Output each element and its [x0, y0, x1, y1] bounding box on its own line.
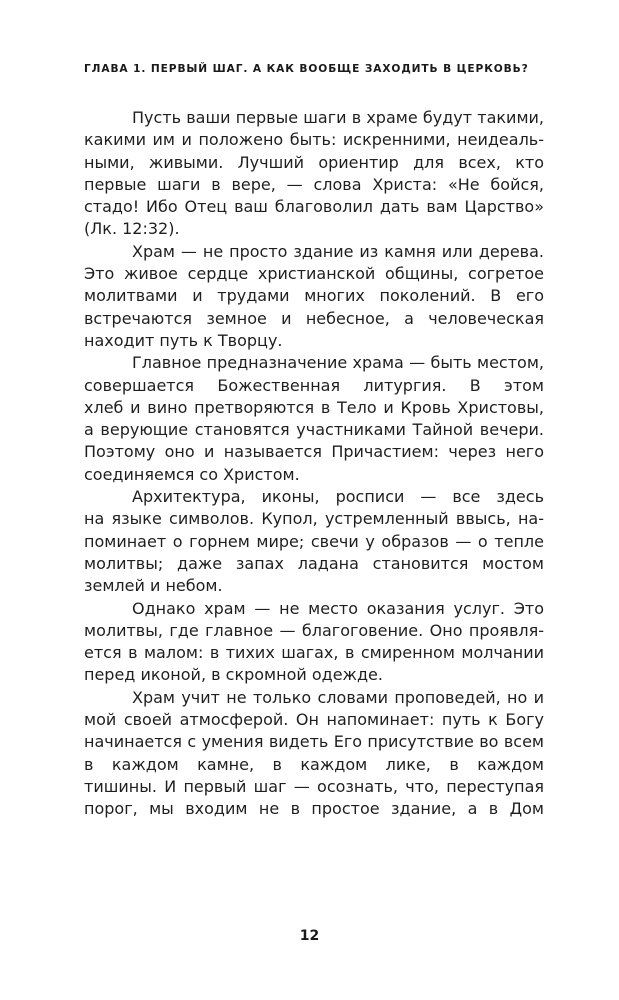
- text-line: какими им и положено быть: искренними, неидеаль-: [84, 130, 544, 150]
- text-line: молитвами и трудами многих поколений. В его: [84, 286, 544, 306]
- text-line: Храм учит не только словами проповедей, но и: [132, 687, 544, 707]
- page-number: 12: [299, 928, 320, 944]
- text-line: Главное предназначение храма — быть местом,: [132, 353, 544, 373]
- text-line: (Лк. 12:32).: [84, 219, 180, 239]
- text-line: находит путь к Творцу.: [84, 330, 283, 350]
- text-line: перед иконой, в скромной одежде.: [84, 665, 383, 685]
- text-line: землей и небом.: [84, 576, 223, 596]
- text-line: стадо! Ибо Отец ваш благоволил дать вам Царство»: [84, 197, 544, 217]
- text-line: молитвы; даже запах ладана становится мостом: [84, 553, 544, 573]
- text-line: совершается Божественная литургия. В этом: [84, 375, 544, 395]
- text-line: порог, мы входим не в простое здание, а в Дом: [84, 799, 544, 819]
- text-line: ными, живыми. Лучший ориентир для всех, кто: [84, 152, 544, 172]
- text-line: соединяемся со Христом.: [84, 464, 300, 484]
- body-text: [84, 107, 544, 821]
- paragraph: [84, 687, 544, 821]
- paragraph: [84, 241, 544, 352]
- paragraph: [84, 352, 544, 486]
- text-line: начинается с умения видеть Его присутствие во всем: [84, 732, 544, 752]
- text-line: ется в малом: в тихих шагах, в смиренном молчании: [84, 643, 544, 663]
- text-line: Поэтому оно и называется Причастием: через него: [84, 442, 544, 462]
- paragraph: [84, 107, 544, 241]
- text-line: на языке символов. Купол, устремленный ввысь, на-: [84, 509, 544, 529]
- text-line: Архитектура, иконы, росписи — все здесь: [132, 487, 544, 507]
- text-line: поминает о горнем мире; свечи у образов — о тепле: [84, 531, 544, 551]
- text-line: встречаются земное и небесное, а человеческая: [84, 308, 544, 328]
- paragraph: [84, 598, 544, 687]
- text-line: первые шаги в вере, — слова Христа: «Не бойся,: [84, 174, 544, 194]
- running-header: ГЛАВА 1. ПЕРВЫЙ ШАГ. А КАК ВООБЩЕ ЗАХОДИТЬ В ЦЕРКОВЬ?: [84, 63, 529, 75]
- text-line: мой своей атмосферой. Он напоминает: путь к Богу: [84, 710, 544, 730]
- text-line: Это живое сердце христианской общины, согретое: [84, 264, 544, 284]
- paragraph: [84, 486, 544, 597]
- text-line: Пусть ваши первые шаги в храме будут такими,: [132, 108, 544, 127]
- text-line: молитвы, где главное — благоговение. Оно проявля-: [84, 620, 544, 640]
- text-line: Храм — не просто здание из камня или дерева.: [132, 241, 544, 261]
- text-line: Однако храм — не место оказания услуг. Это: [132, 598, 544, 618]
- text-line: а верующие становятся участниками Тайной вечери.: [84, 420, 544, 440]
- text-line: тишины. И первый шаг — осознать, что, переступая: [84, 776, 544, 796]
- text-line: хлеб и вино претворяются в Тело и Кровь Христовы,: [84, 397, 544, 417]
- text-line: в каждом камне, в каждом лике, в каждом: [84, 754, 544, 774]
